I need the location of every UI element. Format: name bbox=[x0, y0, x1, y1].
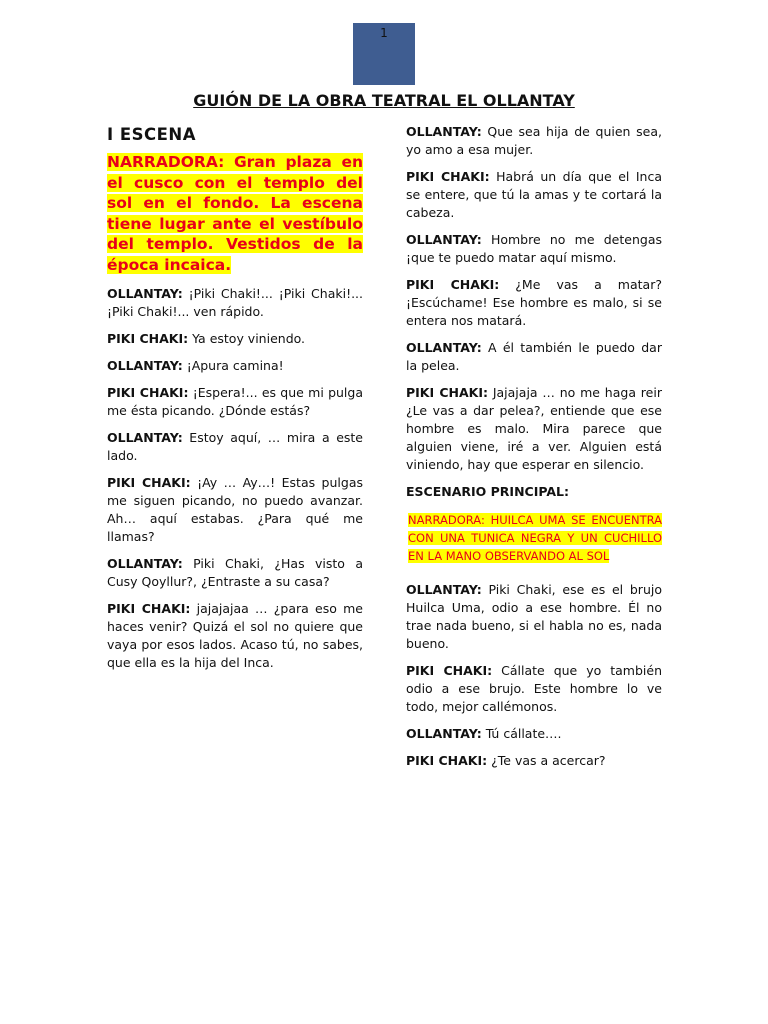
dialogue-text: ¡Espera!... es que mi pulga me ésta picando. ¿Dónde estás? bbox=[107, 385, 363, 418]
dialogue-text: Hombre no me detengas ¡que te puedo matar aquí mismo. bbox=[406, 232, 662, 265]
speaker-name: PIKI CHAKI: bbox=[107, 475, 191, 490]
speaker-name: PIKI CHAKI: bbox=[107, 601, 191, 616]
dialogue-text: ¿Te vas a acercar? bbox=[491, 753, 606, 768]
speaker-name: PIKI CHAKI: bbox=[406, 385, 488, 400]
dialogue-text: Jajajaja … no me haga reir ¿Le vas a dar pelea?, entiende que ese hombre es malo. Mira parece que alguien viene, iré a ver. Alguien está viniendo, hay que esperar en silencio. bbox=[406, 385, 662, 472]
dialogue-line bbox=[406, 752, 662, 770]
dialogue-list-right-b bbox=[406, 581, 662, 770]
dialogue-line bbox=[406, 581, 662, 653]
dialogue-line bbox=[406, 384, 662, 474]
speaker-name: OLLANTAY: bbox=[107, 286, 183, 301]
speaker-name: OLLANTAY: bbox=[107, 358, 183, 373]
narration-text: NARRADORA: HUILCA UMA SE ENCUENTRA CON UNA TUNICA NEGRA Y UN CUCHILLO EN LA MANO OBSERVANDO AL SOL bbox=[408, 513, 662, 563]
dialogue-text: Estoy aquí, … mira a este lado. bbox=[107, 430, 363, 463]
speaker-name: OLLANTAY: bbox=[406, 726, 482, 741]
dialogue-text: Piki Chaki, ¿Has visto a Cusy Qoyllur?, ¿Entraste a su casa? bbox=[107, 556, 363, 589]
dialogue-line bbox=[406, 168, 662, 222]
speaker-name: PIKI CHAKI: bbox=[406, 277, 500, 292]
dialogue-line bbox=[406, 123, 662, 159]
speaker-name: PIKI CHAKI: bbox=[406, 663, 493, 678]
document-title: GUIÓN DE LA OBRA TEATRAL EL OLLANTAY bbox=[193, 91, 575, 110]
dialogue-text: ¡Piki Chaki!... ¡Piki Chaki!... ¡Piki Chaki!... ven rápido. bbox=[107, 286, 363, 319]
dialogue-text: A él también le puedo dar la pelea. bbox=[406, 340, 662, 373]
narration-block bbox=[406, 511, 662, 565]
dialogue-line bbox=[107, 330, 363, 348]
dialogue-line bbox=[107, 600, 363, 672]
speaker-name: OLLANTAY: bbox=[406, 582, 482, 597]
dialogue-text: Tú cállate…. bbox=[485, 726, 562, 741]
speaker-name: OLLANTAY: bbox=[406, 340, 482, 355]
dialogue-line bbox=[406, 339, 662, 375]
dialogue-line bbox=[107, 474, 363, 546]
speaker-name: OLLANTAY: bbox=[107, 556, 183, 571]
section-heading: ESCENARIO PRINCIPAL: bbox=[406, 484, 570, 499]
dialogue-line bbox=[107, 384, 363, 420]
dialogue-text: Cállate que yo también odio a ese brujo. Este hombre lo ve todo, mejor callémonos. bbox=[406, 663, 662, 714]
dialogue-line bbox=[406, 662, 662, 716]
page-number: 1 bbox=[380, 26, 388, 40]
dialogue-text: Habrá un día que el Inca se entere, que tú la amas y te cortará la cabeza. bbox=[406, 169, 662, 220]
dialogue-text: Piki Chaki, ese es el brujo Huilca Uma, odio a ese hombre. Él no trae nada bueno, si el habla no es, nada bueno. bbox=[406, 582, 662, 651]
dialogue-list-left bbox=[107, 285, 363, 672]
dialogue-line bbox=[406, 231, 662, 267]
dialogue-text: Que sea hija de quien sea, yo amo a esa mujer. bbox=[406, 124, 662, 157]
dialogue-line bbox=[107, 429, 363, 465]
dialogue-text: jajajajaa … ¿para eso me haces venir? Quizá el sol no quiere que vaya por esos lados. Acaso tú, no sabes, que ella es la hija del Inca. bbox=[107, 601, 363, 670]
dialogue-line bbox=[107, 285, 363, 321]
dialogue-text: ¡Apura camina! bbox=[186, 358, 284, 373]
dialogue-list-right-a bbox=[406, 123, 662, 474]
speaker-name: OLLANTAY: bbox=[406, 232, 482, 247]
speaker-name: OLLANTAY: bbox=[107, 430, 183, 445]
left-column bbox=[107, 125, 363, 681]
dialogue-text: Ya estoy viniendo. bbox=[192, 331, 306, 346]
scene-heading: I ESCENA bbox=[107, 125, 196, 144]
dialogue-line bbox=[107, 357, 363, 375]
dialogue-text: ¡Ay … Ay…! Estas pulgas me siguen picando, no puedo avanzar. Ah… aquí estabas. ¿Para qué me llamas? bbox=[107, 475, 363, 544]
dialogue-text: ¿Me vas a matar? ¡Escúchame! Ese hombre es malo, si se entera nos matará. bbox=[406, 277, 662, 328]
dialogue-line bbox=[406, 276, 662, 330]
right-column bbox=[406, 123, 662, 779]
speaker-name: OLLANTAY: bbox=[406, 124, 482, 139]
speaker-name: PIKI CHAKI: bbox=[107, 385, 189, 400]
dialogue-line bbox=[107, 555, 363, 591]
page-number-box bbox=[353, 23, 415, 85]
narration-block bbox=[107, 152, 363, 275]
dialogue-line bbox=[406, 725, 662, 743]
speaker-name: PIKI CHAKI: bbox=[107, 331, 189, 346]
narration-text: NARRADORA: Gran plaza en el cusco con el templo del sol en el fondo. La escena tiene lugar ante el vestíbulo del templo. Vestidos de la época incaica. bbox=[107, 153, 363, 274]
speaker-name: PIKI CHAKI: bbox=[406, 169, 490, 184]
speaker-name: PIKI CHAKI: bbox=[406, 753, 488, 768]
